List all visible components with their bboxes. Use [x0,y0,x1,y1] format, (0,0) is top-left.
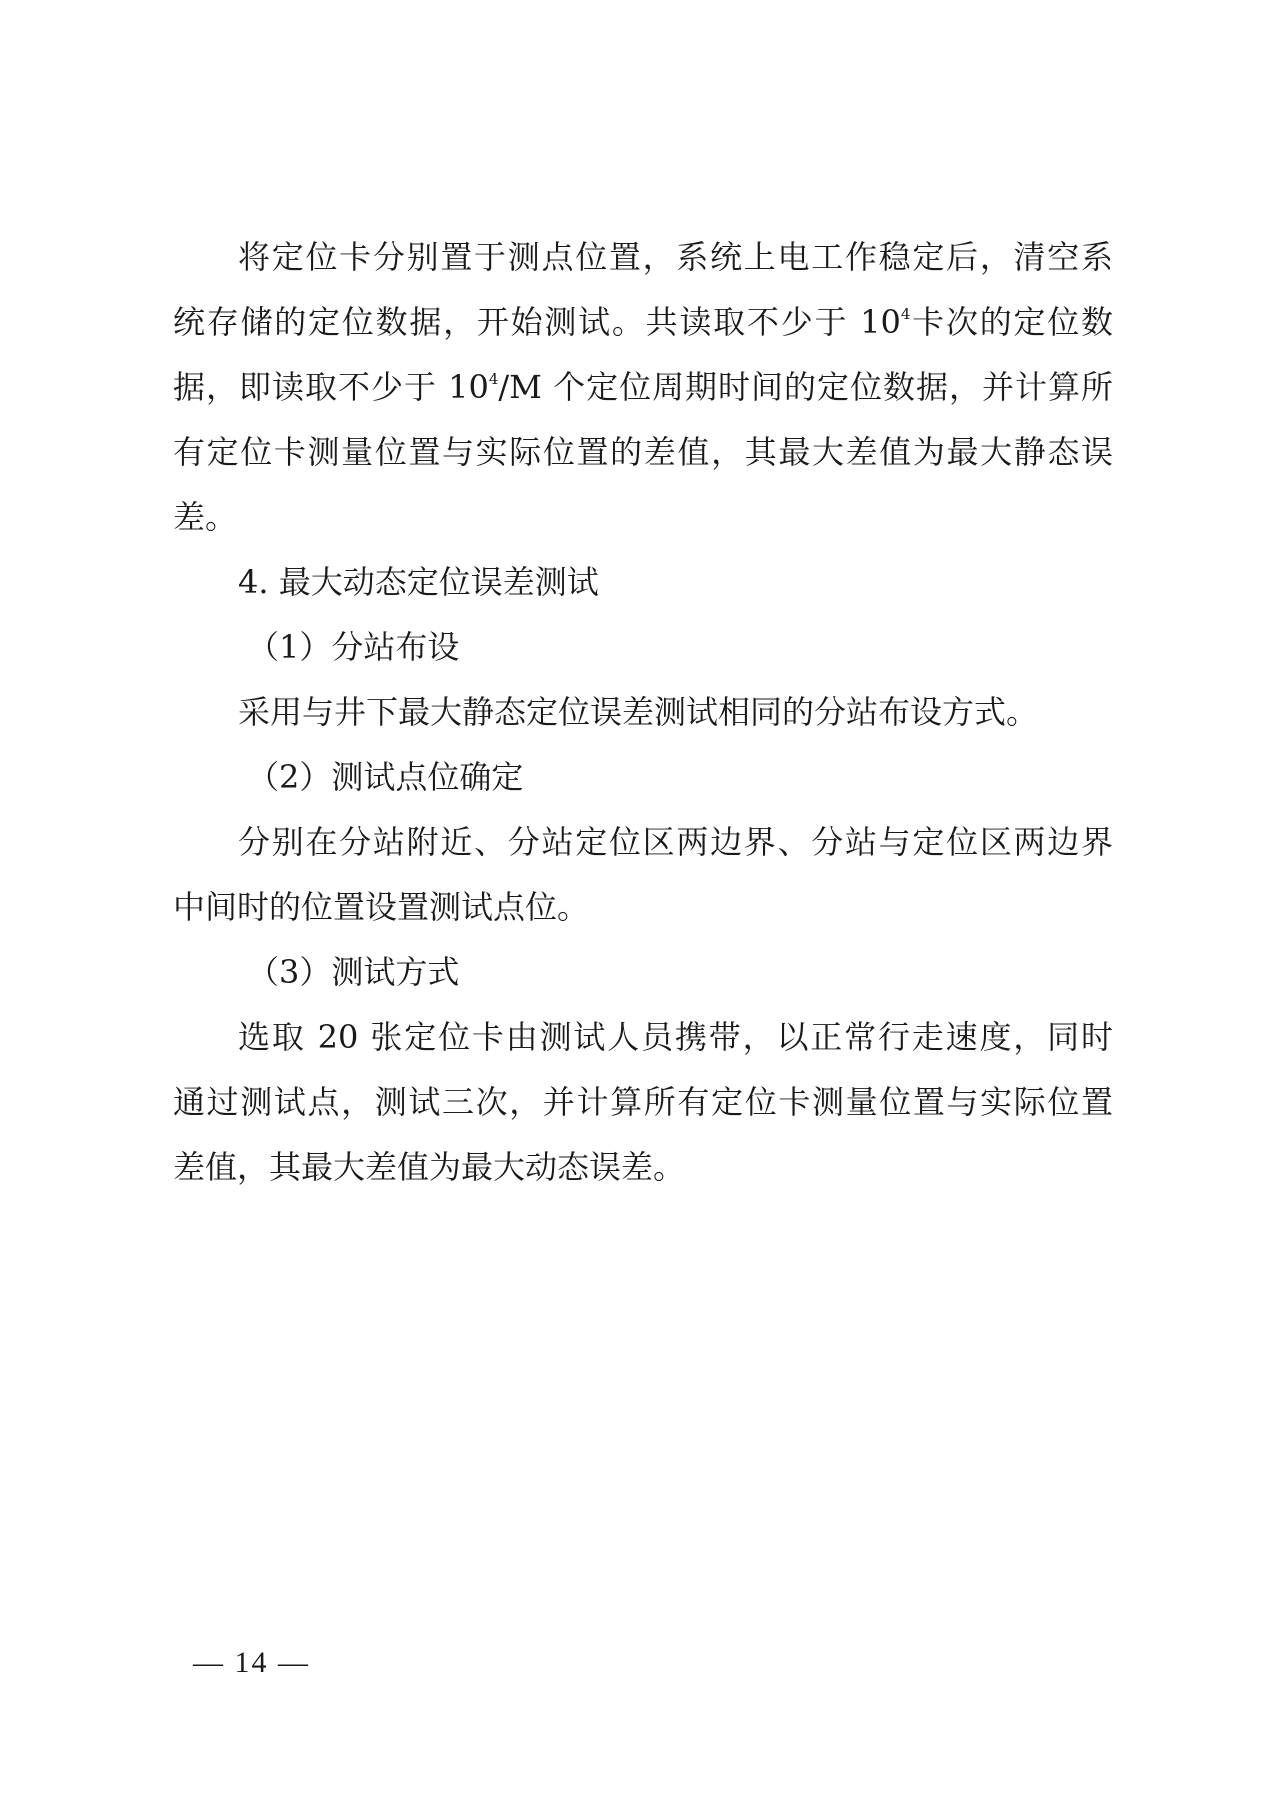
text-segment: /M 个定位周期时间的定位数据，并计算所 [498,368,1113,406]
paragraph-line: 差。 [173,498,238,536]
paragraph-line: 将定位卡分别置于测点位置，系统上电工作稳定后，清空系 [238,238,1113,276]
subsection-heading: （2）测试点位确定 [247,758,524,796]
page-number: — 14 — [193,1646,310,1679]
paragraph-line [173,302,1113,342]
paragraph-line: 差值，其最大差值为最大动态误差。 [173,1148,686,1186]
text-segment: 卡次的定位数 [910,303,1113,341]
paragraph-line: 中间时的位置设置测试点位。 [173,888,590,926]
paragraph-line: 有定位卡测量位置与实际位置的差值，其最大差值为最大静态误 [173,433,1113,471]
paragraph-line: 选取 20 张定位卡由测试人员携带，以正常行走速度，同时 [238,1018,1113,1056]
paragraph-line: 分别在分站附近、分站定位区两边界、分站与定位区两边界 [238,823,1113,861]
paragraph-line: 采用与井下最大静态定位误差测试相同的分站布设方式。 [238,693,1039,731]
text-segment: 统存储的定位数据，开始测试。共读取不少于 10 [173,303,901,341]
paragraph-line [173,367,1113,407]
section-heading: 4. 最大动态定位误差测试 [238,563,599,601]
superscript-exponent: 4 [488,370,499,389]
superscript-exponent: 4 [900,305,911,324]
subsection-heading: （3）测试方式 [247,953,460,991]
subsection-heading: （1）分站布设 [247,628,460,666]
paragraph-line: 通过测试点，测试三次，并计算所有定位卡测量位置与实际位置 [173,1083,1113,1121]
text-segment: 据，即读取不少于 10 [173,368,489,406]
